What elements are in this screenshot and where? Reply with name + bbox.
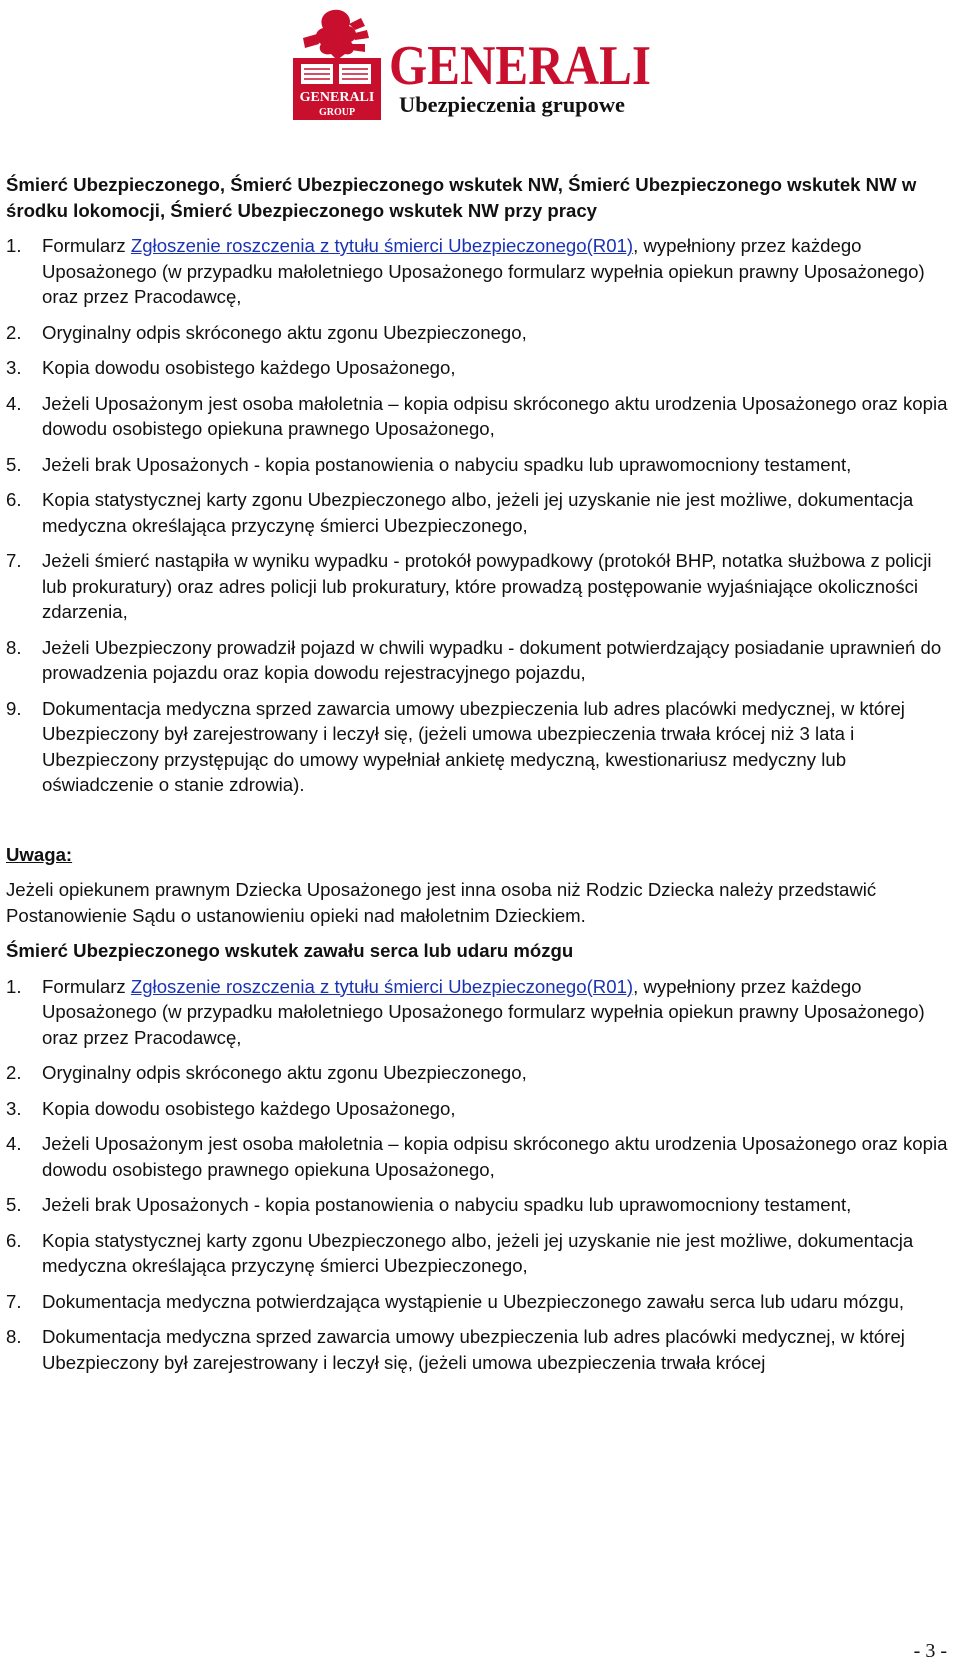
list-item [6, 487, 954, 538]
logo-wordmark: GENERALI [389, 35, 651, 97]
item-text: Jeżeli Uposażonym jest osoba małoletnia – kopia odpisu skróconego aktu urodzenia Uposażonego oraz kopia dowodu osobistego opiekuna prawnego Uposażonego, [42, 392, 948, 439]
note-title: Uwaga: [6, 843, 73, 865]
item-text: Dokumentacja medyczna sprzed zawarcia umowy ubezpieczenia lub adres placówki medycznej, w której Ubezpieczony był zarejestrowany i leczył się, (jeżeli umowa ubezpieczenia trwała krócej niż 3 lata i Ubezpieczony przystępując do umowy wypełniał ankietę medyczną, kwestionariusz medyczny lub oświadczenie o stanie zdrowia). [42, 697, 905, 795]
list-item [6, 548, 954, 625]
item-number: 7. [6, 1290, 22, 1312]
section-heading-death: Śmierć Ubezpieczonego, Śmierć Ubezpieczonego wskutek NW, Śmierć Ubezpieczonego wskutek NW w środku lokomocji, Śmierć Ubezpieczonego wskutek NW przy pracy [6, 174, 917, 221]
item-text: Kopia dowodu osobistego każdego Uposażonego, [42, 357, 456, 378]
logo-tagline: Ubezpieczenia grupowe [399, 92, 626, 117]
document-body [6, 172, 954, 1385]
item-text: Jeżeli Uposażonym jest osoba małoletnia – kopia odpisu skróconego aktu urodzenia Uposażonego oraz kopia dowodu osobistego prawnego opiekuna Uposażonego, [42, 1133, 948, 1180]
note-text: Jeżeli opiekunem prawnym Dziecka Uposażonego jest inna osoba niż Rodzic Dziecka należy przedstawić Postanowienie Sądu o ustanowieniu opieki nad małoletnim Dzieckiem. [6, 879, 877, 926]
item-text: Kopia dowodu osobistego każdego Uposażonego, [42, 1097, 456, 1119]
item-number: 5. [6, 1194, 22, 1215]
list-item [6, 233, 954, 310]
seal-text-group: GROUP [318, 107, 356, 118]
item-text: Oryginalny odpis skróconego aktu zgonu Ubezpieczonego, [42, 321, 527, 343]
item-number: 1. [6, 235, 22, 256]
item-text: Oryginalny odpis skróconego aktu zgonu Ubezpieczonego, [42, 1062, 527, 1083]
list-item [6, 452, 954, 478]
list-item [6, 1192, 954, 1218]
item-text: Jeżeli Ubezpieczony prowadził pojazd w chwili wypadku - dokument potwierdzający posiadanie uprawnień do prowadzenia pojazdu oraz kopia dowodu rejestracyjnego pojazdu, [42, 636, 942, 683]
seal-text-generali: GENERALI [299, 90, 375, 105]
item-number: 9. [6, 697, 22, 719]
generali-logo [293, 4, 653, 122]
item-number: 4. [6, 1133, 22, 1154]
item-text: , wypełniony przez każdego Uposażonego (w przypadku małoletniego Uposażonego formularz wypełnia opiekun prawny Uposażonego) oraz przez Pracodawcę, [42, 975, 925, 1048]
item-prefix: Formularz [42, 975, 131, 997]
list-item [6, 696, 954, 798]
list-item [6, 1096, 954, 1122]
list-item [6, 635, 954, 686]
item-number: 2. [6, 1062, 22, 1083]
item-prefix: Formularz [42, 235, 131, 256]
item-number: 3. [6, 1097, 22, 1119]
generali-lion-seal [293, 4, 653, 122]
item-text: Dokumentacja medyczna sprzed zawarcia umowy ubezpieczenia lub adres placówki medycznej, w której Ubezpieczony był zarejestrowany i leczył się, (jeżeli umowa ubezpieczenia trwała krócej [42, 1326, 905, 1373]
item-number: 4. [6, 392, 22, 414]
list-item [6, 974, 954, 1051]
section-heading-heart-attack-stroke: Śmierć Ubezpieczonego wskutek zawału serca lub udaru mózgu [6, 940, 574, 961]
item-text: Jeżeli brak Uposażonych - kopia postanowienia o nabyciu spadku lub uprawomocniony testament, [42, 453, 852, 475]
list-item [6, 355, 954, 381]
claim-form-r01-link[interactable]: Zgłoszenie roszczenia z tytułu śmierci Ubezpieczonego(R01) [130, 235, 634, 256]
list-item [6, 1289, 954, 1315]
item-text: Kopia statystycznej karty zgonu Ubezpieczonego albo, jeżeli jej uzyskanie nie jest możliwe, dokumentacja medyczna określająca przyczynę śmierci Ubezpieczonego, [42, 489, 914, 536]
list-item [6, 391, 954, 442]
item-number: 6. [6, 1229, 22, 1251]
item-number: 6. [6, 489, 22, 510]
item-number: 5. [6, 453, 22, 475]
list-item [6, 1228, 954, 1279]
item-text: Dokumentacja medyczna potwierdzająca wystąpienie u Ubezpieczonego zawału serca lub udaru mózgu, [42, 1290, 904, 1312]
item-text: Kopia statystycznej karty zgonu Ubezpieczonego albo, jeżeli jej uzyskanie nie jest możliwe, dokumentacja medyczna określająca przyczynę śmierci Ubezpieczonego, [42, 1229, 914, 1276]
requirements-list-heart-attack-stroke [6, 974, 954, 1376]
item-number: 8. [6, 1326, 22, 1347]
item-number: 1. [6, 975, 22, 997]
list-item [6, 1324, 954, 1375]
claim-form-r01-link[interactable]: Zgłoszenie roszczenia z tytułu śmierci Ubezpieczonego(R01) [130, 975, 634, 997]
item-number: 8. [6, 636, 22, 658]
item-number: 7. [6, 550, 22, 571]
item-text: Jeżeli brak Uposażonych - kopia postanowienia o nabyciu spadku lub uprawomocniony testament, [42, 1194, 852, 1215]
requirements-list-death [6, 233, 954, 798]
list-item [6, 320, 954, 346]
item-number: 2. [6, 321, 22, 343]
page-number: - 3 - [913, 1640, 947, 1662]
item-text: Jeżeli śmierć nastąpiła w wyniku wypadku - protokół powypadkowy (protokół BHP, notatka służbowa z policji lub prokuratury) oraz adres policji lub prokuratury, które prowadzą postępowanie wyjaśniające okoliczności zdarzenia, [42, 550, 932, 622]
list-item [6, 1060, 954, 1086]
item-text: , wypełniony przez każdego Uposażonego (w przypadku małoletniego Uposażonego formularz wypełnia opiekun prawny Uposażonego) oraz przez Pracodawcę, [42, 235, 925, 307]
item-number: 3. [6, 357, 22, 378]
list-item [6, 1131, 954, 1182]
